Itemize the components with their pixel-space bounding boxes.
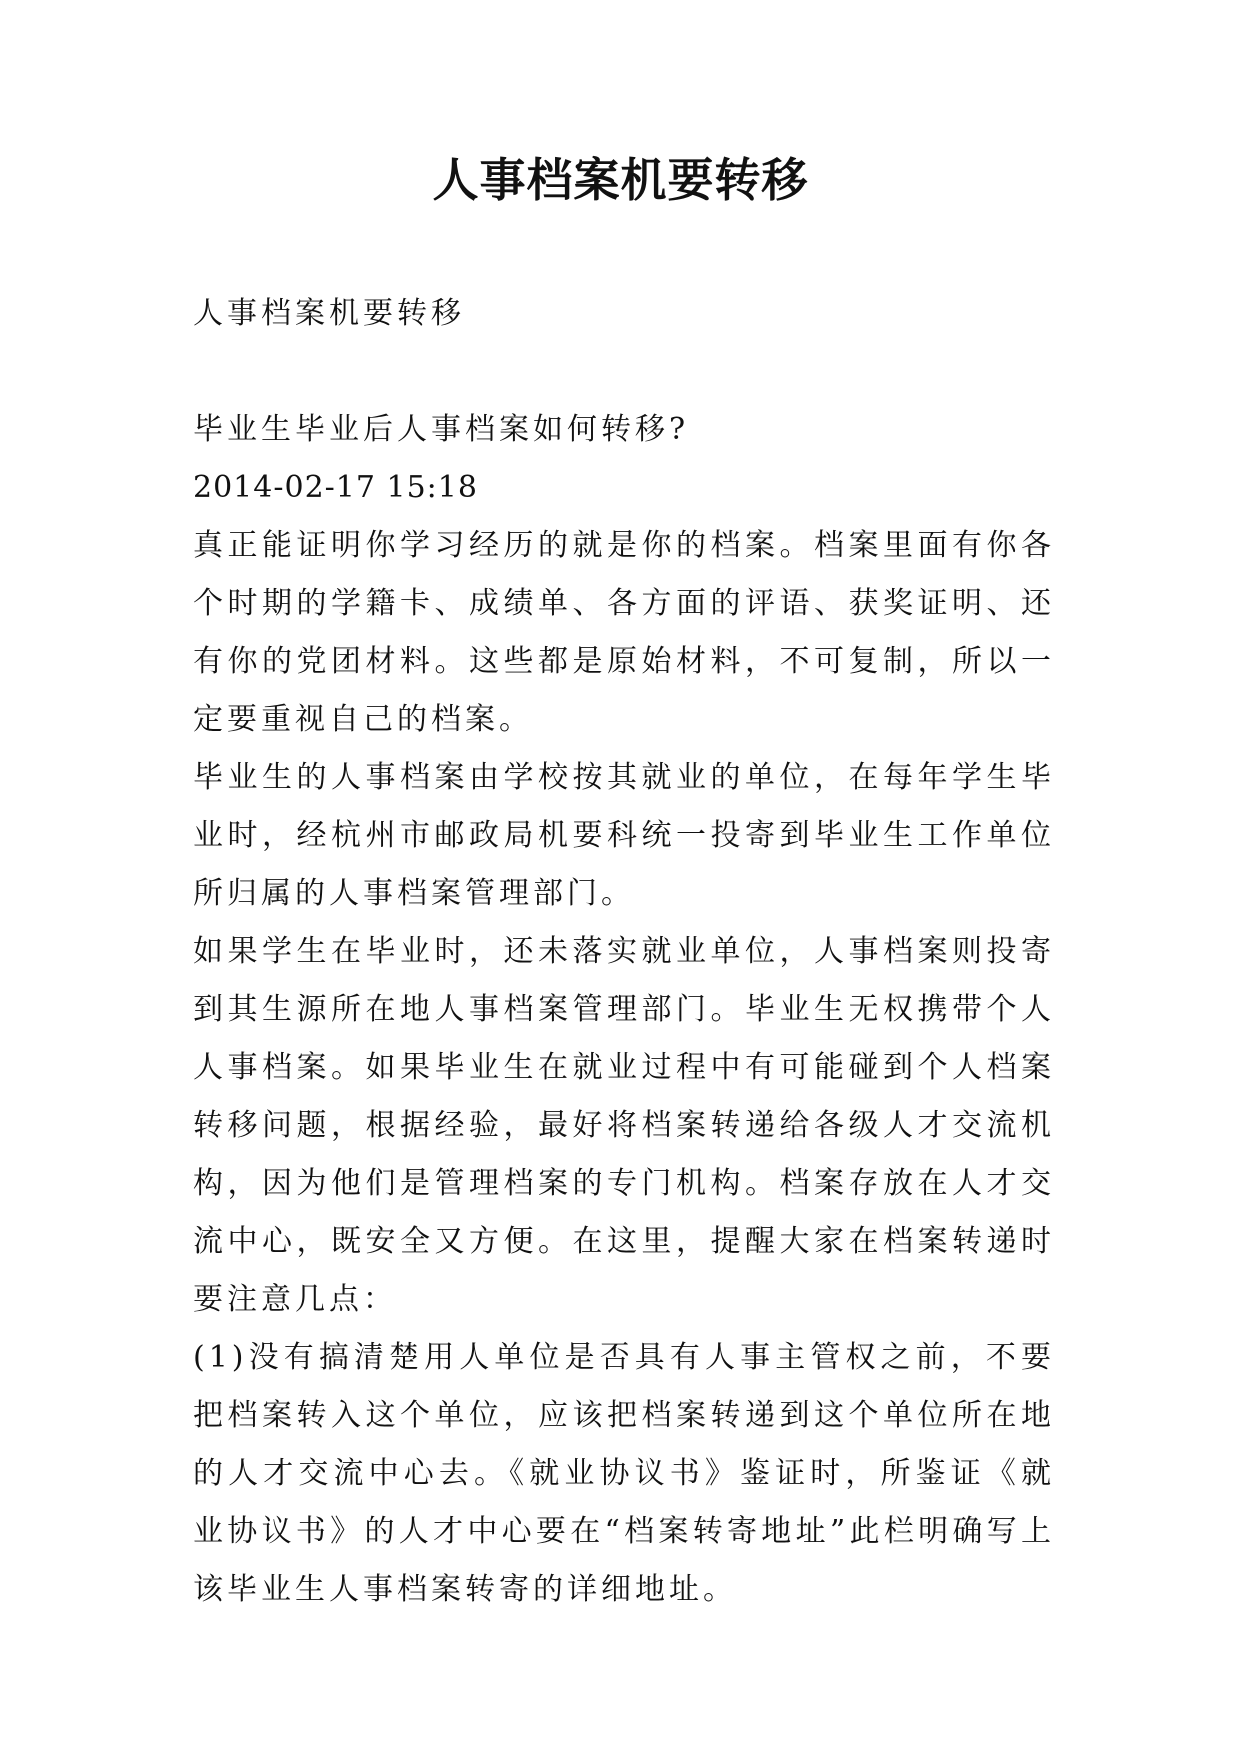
date-line: 2014-02-17 15:18 [193,470,478,505]
document-subtitle: 人事档案机要转移 [193,296,465,331]
paragraph: 毕业生的人事档案由学校按其就业的单位，在每年学生毕业时，经杭州市邮政局机要科统一投寄到毕业生工作单位所归属的人事档案管理部门。 [193,760,1055,911]
paragraph: 真正能证明你学习经历的就是你的档案。档案里面有你各个时期的学籍卡、成绩单、各方面的评语、获奖证明、还有你的党团材料。这些都是原始材料，不可复制，所以一定要重视自己的档案。 [193,528,1055,737]
paragraph: (1)没有搞清楚用人单位是否具有人事主管权之前，不要把档案转入这个单位，应该把档案转递到这个单位所在地的人才交流中心去。《就业协议书》鉴证时，所鉴证《就业协议书》的人才中心要在“档案转寄地址”此栏明确写上该毕业生人事档案转寄的详细地址。 [193,1340,1055,1607]
question-line: 毕业生毕业后人事档案如何转移? [193,412,690,447]
document-body [193,285,1055,1619]
document-title: 人事档案机要转移 [432,153,809,207]
paragraph: 如果学生在毕业时，还未落实就业单位，人事档案则投寄到其生源所在地人事档案管理部门。毕业生无权携带个人人事档案。如果毕业生在就业过程中有可能碰到个人档案转移问题，根据经验，最好将档案转递给各级人才交流机构，因为他们是管理档案的专门机构。档案存放在人才交流中心，既安全又方便。在这里，提醒大家在档案转递时要注意几点： [193,934,1055,1317]
